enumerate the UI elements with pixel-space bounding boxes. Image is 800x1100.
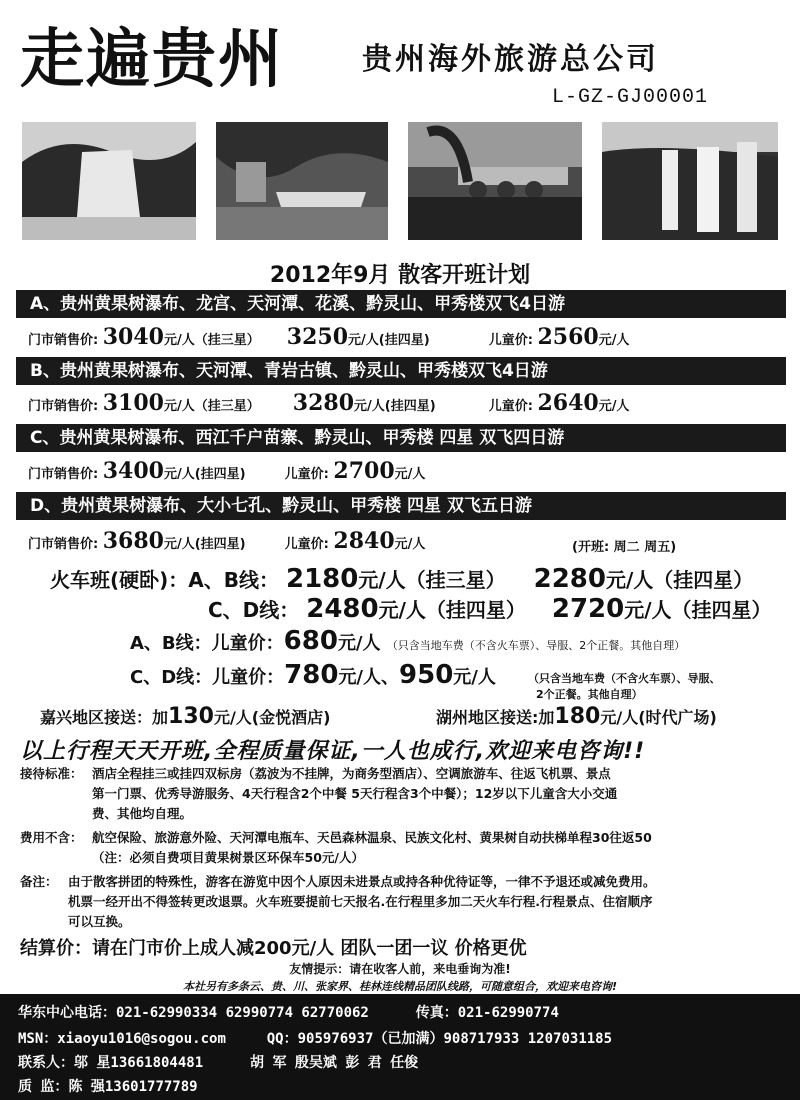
qc-contact: 陈 强13601777789 <box>68 1079 198 1095</box>
route-d-bar: D、贵州黄果树瀑布、大小七孔、黔灵山、甲秀楼 四星 双飞五日游 <box>16 492 786 520</box>
exclude-line: （注：必须自费项目黄果树景区环保车50元/人） <box>92 850 364 865</box>
friendly-tip: 友情提示：请在收客人前，来电垂询为准! <box>289 962 511 976</box>
train-ab-price-1: 2180 <box>285 564 359 594</box>
qq-label: QQ： <box>266 1031 298 1047</box>
note-label: 备注： <box>20 874 58 889</box>
price-label: 门市销售价: <box>28 333 99 348</box>
huzhou-price: 180 <box>554 704 601 729</box>
qc-row <box>18 1076 198 1096</box>
train-ab-label: A、B线： <box>188 568 280 592</box>
contact-footer <box>0 994 800 1100</box>
pickup-jiaxing <box>40 704 330 729</box>
fax-label: 传真： <box>415 1005 458 1021</box>
route-d-schedule: (开班: 周二 周五) <box>572 540 677 555</box>
train-label: 火车班(硬卧)： <box>50 568 189 592</box>
slogan: 以上行程天天开班,全程质量保证,一人也成行,欢迎来电咨询!! <box>20 739 646 764</box>
exclude-line: 航空保险、旅游意外险、天河潭电瓶车、天邑森林温泉、民族文化村、黄果树自动扶梯单程30往返50 <box>92 830 652 845</box>
train-cd-child-unit: 元/人 <box>453 667 496 688</box>
contact-others: 胡 军 殷吴斌 彭 君 任俊 <box>250 1055 419 1071</box>
route-c-bar: C、贵州黄果树瀑布、西江千户苗寨、黔灵山、甲秀楼 四星 双飞四日游 <box>16 424 786 452</box>
child-unit: 元/人 <box>394 537 426 552</box>
train-ab-child-label: A、B线：儿童价： <box>130 633 284 654</box>
train-ab-price-2: 2280 <box>533 564 606 594</box>
standard-line: 酒店全程挂三或挂四双标房（荔波为不挂牌，为商务型酒店）、空调旅游车、往返飞机票、景点 <box>92 766 611 781</box>
phone-row <box>18 1002 559 1022</box>
train-ab-child-note: （只含当地车费（不含火车票）、导服、2个正餐。其他自理） <box>386 639 686 652</box>
price-3star: 3100 <box>102 390 164 416</box>
route-a-price-row <box>28 324 629 350</box>
child-price: 2840 <box>333 528 395 554</box>
train-cd-unit-2: 元/人（挂四星） <box>624 598 772 622</box>
route-a-bar: A、贵州黄果树瀑布、龙宫、天河潭、花溪、黔灵山、甲秀楼双飞4日游 <box>16 290 786 318</box>
pickup-huzhou <box>436 704 717 729</box>
child-price: 2700 <box>333 458 395 484</box>
child-label: 儿童价: <box>284 467 329 482</box>
route-b-bar: B、贵州黄果树瀑布、天河潭、青岩古镇、黔灵山、甲秀楼双飞4日游 <box>16 357 786 385</box>
route-c-price-row <box>28 458 425 484</box>
unit-4star: 元/人(挂四星) <box>163 467 246 482</box>
train-cd-child-row <box>130 660 496 690</box>
train-cd-price-1: 2480 <box>306 594 379 624</box>
exclude-section <box>20 828 790 868</box>
plan-title: 2012年9月 散客开班计划 <box>269 263 531 288</box>
settlement-price: 结算价：请在门市价上成人减200元/人 团队一团一议 价格更优 <box>20 938 527 959</box>
jiaxing-price: 130 <box>168 704 214 729</box>
unit-4star: 元/人(挂四星) <box>354 399 436 414</box>
standard-section <box>20 764 790 824</box>
train-cd-label: C、D线： <box>208 598 300 622</box>
train-cd-child-price-1: 780 <box>284 660 339 690</box>
note-line: 机票一经开出不得签转更改退票。火车班要提前七天报名.在行程里多加二天火车行程.行程景点、住宿顺序 <box>68 894 653 909</box>
contact-label: 联系人： <box>18 1055 74 1071</box>
unit-4star: 元/人(挂四星) <box>348 333 430 348</box>
train-cd-child-sep: 元/人、 <box>338 667 400 688</box>
poster-title: 走遍贵州 <box>20 23 284 97</box>
license-code: L-GZ-GJ00001 <box>552 86 709 109</box>
price-label: 门市销售价: <box>28 467 99 482</box>
phone-label: 华东中心电话： <box>18 1005 116 1021</box>
village-photo <box>216 122 388 240</box>
train-cd-row <box>208 594 772 624</box>
route-b-price-row <box>28 390 629 416</box>
exclude-label: 费用不含： <box>20 830 83 845</box>
price-label: 门市销售价: <box>28 537 99 552</box>
train-ab-row <box>50 564 753 594</box>
note-section <box>20 872 790 932</box>
route-d-price-row <box>28 528 425 554</box>
train-ab-child-row <box>130 626 685 656</box>
price-4star: 3250 <box>286 324 349 350</box>
note-line: 由于散客拼团的特殊性，游客在游览中因个人原因未进景点或持各种优待证等，一律不予退还或减免费用。 <box>68 874 656 889</box>
jiaxing-label: 嘉兴地区接送：加 <box>40 708 169 727</box>
unit-3star: 元/人（挂三星） <box>163 333 260 348</box>
company-name: 贵州海外旅游总公司 <box>362 42 659 77</box>
train-ab-child-unit: 元/人 <box>337 633 381 654</box>
standard-line: 第一门票、优秀导游服务、4天行程含2个中餐 5天行程含3个中餐）；12岁以下儿童含大小交通 <box>92 786 618 801</box>
child-price: 2560 <box>537 324 599 350</box>
unit-4star: 元/人(挂四星) <box>163 537 246 552</box>
more-routes-tip: 本社另有多条云、贵、川、张家界、桂林连线精品团队线路，可随意组合，欢迎来电咨询! <box>182 980 617 993</box>
qq-numbers: 905976937（已加满）908717933 1207031185 <box>297 1031 613 1047</box>
fax-number: 021-62990774 <box>457 1005 559 1021</box>
child-label: 儿童价: <box>488 333 533 348</box>
huzhou-unit: 元/人(时代广场) <box>600 708 717 727</box>
train-cd-unit-1: 元/人（挂四星） <box>378 598 526 622</box>
photo-strip <box>22 122 778 242</box>
price-4star: 3280 <box>292 390 355 416</box>
train-cd-child-note-2: 2个正餐。其他自理） <box>536 688 643 701</box>
child-label: 儿童价: <box>488 399 533 414</box>
train-ab-unit-1: 元/人（挂三星） <box>358 568 506 592</box>
train-ab-unit-2: 元/人（挂四星） <box>605 568 754 592</box>
msn-address: xiaoyu1016@sogou.com <box>57 1031 226 1047</box>
child-label: 儿童价: <box>284 537 329 552</box>
jiaxing-unit: 元/人(金悦酒店) <box>213 708 331 727</box>
waterfall-photo-1 <box>22 122 196 240</box>
waterfall-photo-2 <box>602 122 778 240</box>
child-unit: 元/人 <box>598 399 630 414</box>
train-cd-child-label: C、D线：儿童价： <box>130 667 285 688</box>
child-price: 2640 <box>537 390 599 416</box>
huzhou-label: 湖州地区接送:加 <box>436 708 555 727</box>
unit-3star: 元/人（挂三星） <box>163 399 260 414</box>
bridge-photo <box>408 122 582 240</box>
price-label: 门市销售价: <box>28 399 99 414</box>
qc-label: 质 监： <box>18 1079 69 1095</box>
contact-primary: 邬 星13661804481 <box>74 1055 204 1071</box>
train-cd-child-note-1: （只含当地车费（不含火车票）、导服、 <box>528 672 721 685</box>
note-line: 可以互换。 <box>68 914 131 929</box>
standard-line: 费、其他均自理。 <box>92 806 193 821</box>
msn-row <box>18 1028 612 1048</box>
child-unit: 元/人 <box>394 467 426 482</box>
price-4star: 3400 <box>102 458 164 484</box>
standard-label: 接待标准： <box>20 766 83 781</box>
train-ab-child-price: 680 <box>283 626 338 656</box>
msn-label: MSN： <box>18 1031 58 1047</box>
phone-numbers: 021-62990334 62990774 62770062 <box>116 1005 369 1021</box>
train-cd-price-2: 2720 <box>551 594 625 624</box>
price-3star: 3040 <box>102 324 164 350</box>
contact-row <box>18 1052 418 1072</box>
price-4star: 3680 <box>102 528 164 554</box>
child-unit: 元/人 <box>598 333 630 348</box>
train-cd-child-price-2: 950 <box>399 660 454 690</box>
